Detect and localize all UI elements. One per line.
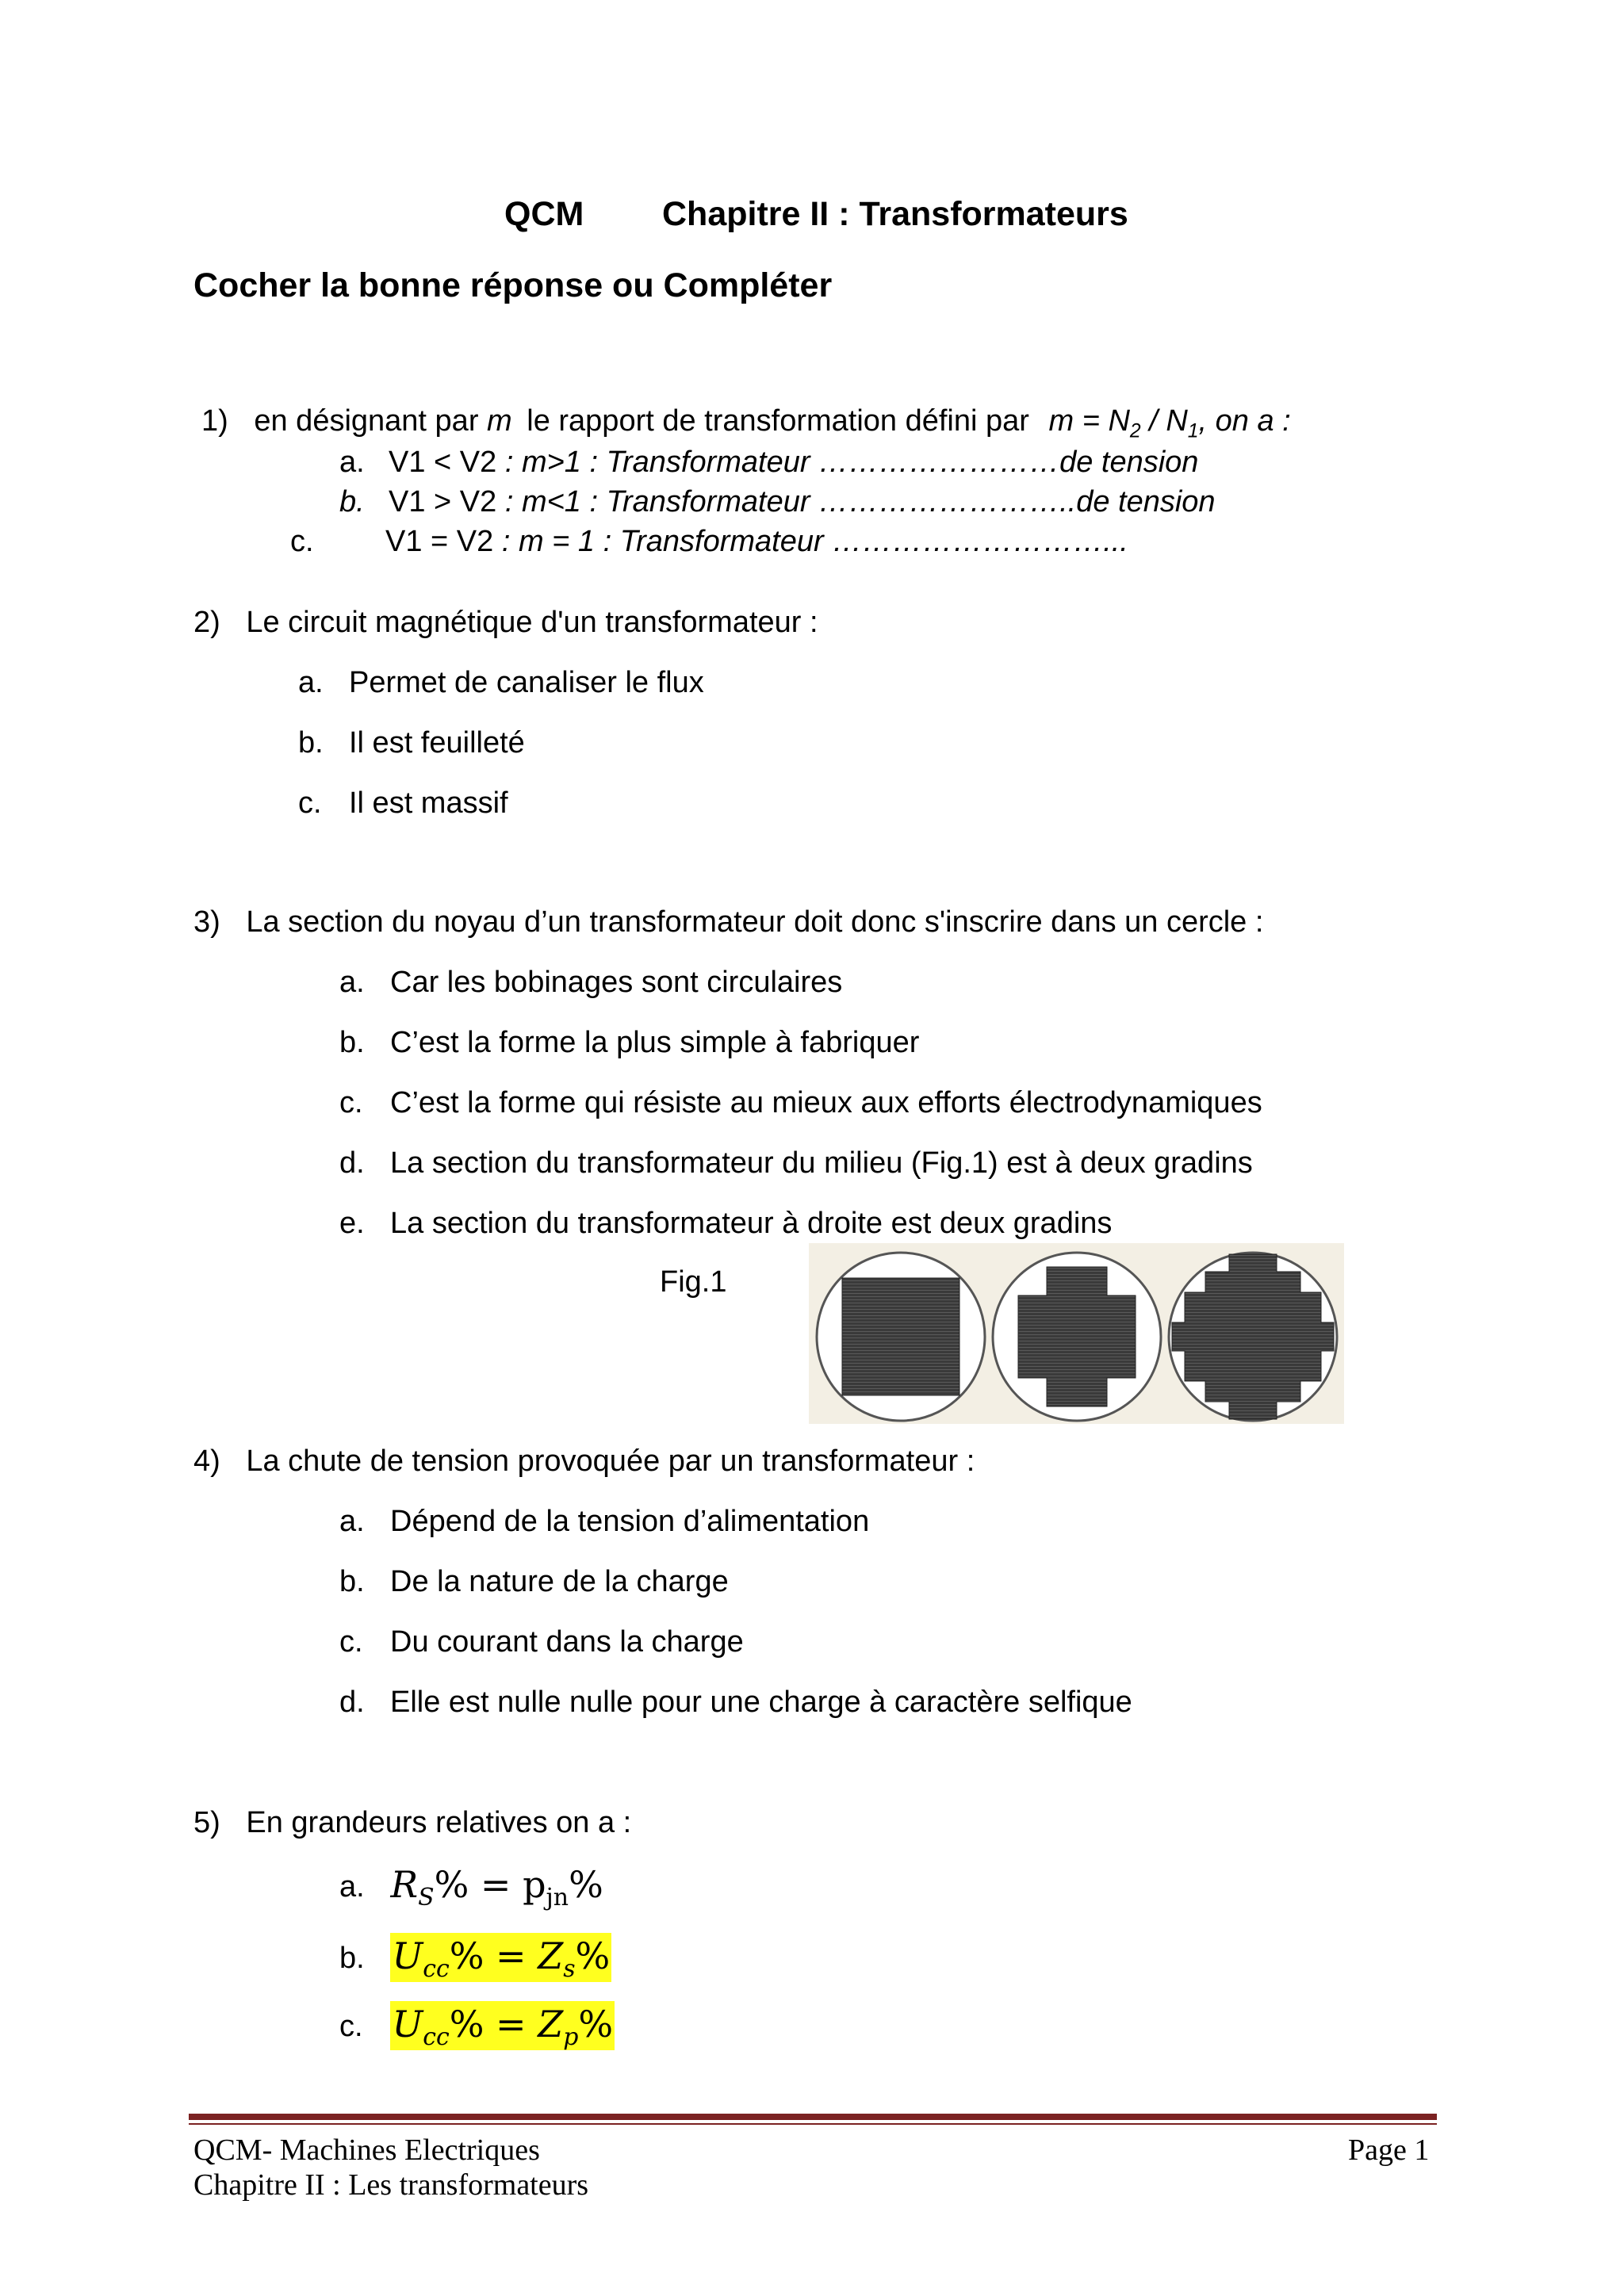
chapter-title: Chapitre II : Transformateurs [662, 195, 1128, 233]
q3-option-d[interactable] [339, 1146, 1253, 1181]
question-2 [193, 606, 818, 640]
formula-rs-pjn: $R_S\% = p_{jn}\%$ [390, 1863, 603, 1912]
option-letter: c. [339, 1625, 363, 1659]
option-letter: c. [290, 525, 314, 558]
question-number: 2) [193, 606, 220, 639]
option-letter: a. [339, 1870, 365, 1904]
option-letter: b. [339, 1565, 365, 1598]
q4-option-b[interactable] [339, 1565, 729, 1599]
option-letter: b. [339, 1942, 365, 1976]
option-text: Permet de canaliser le flux [349, 666, 704, 699]
option-text: : m<1 : Transformateur ……………………..de tension [496, 485, 1216, 519]
option-text: Il est massif [349, 786, 508, 820]
option-text: La section du transformateur à droite est deux gradins [390, 1207, 1113, 1240]
question-text-2: le rapport de transformation défini par [527, 404, 1029, 438]
q3-option-a[interactable] [339, 966, 842, 1000]
option-text: Du courant dans la charge [390, 1625, 744, 1659]
question-number: 1) [201, 404, 228, 438]
core-section-middle [993, 1253, 1161, 1421]
question-4 [193, 1445, 975, 1479]
footer-rule-thin [189, 2123, 1437, 2125]
q5-option-a[interactable] [339, 1863, 603, 1911]
footer-line-2: Chapitre II : Les transformateurs [193, 2168, 589, 2202]
option-text: De la nature de la charge [390, 1565, 729, 1598]
option-text: : m>1 : Transformateur ……………………de tension [496, 446, 1199, 479]
question-text: En grandeurs relatives on a : [246, 1806, 632, 1839]
option-relation: V1 > V2 [389, 485, 497, 519]
option-letter: b. [339, 1026, 365, 1059]
option-letter: c. [298, 786, 322, 820]
question-text: La chute de tension provoquée par un transformateur : [246, 1445, 975, 1478]
q4-option-c[interactable] [339, 1625, 744, 1659]
q5-option-c[interactable] [339, 2003, 615, 2051]
q3-option-b[interactable] [339, 1026, 919, 1060]
question-text: La section du noyau d’un transformateur doit donc s'inscrire dans un cercle : [246, 905, 1264, 939]
core-section-right [1169, 1253, 1337, 1421]
option-text: : m = 1 : Transformateur ………………………... [493, 525, 1128, 558]
q1-option-c[interactable] [290, 525, 1128, 559]
figure-label: Fig.1 [660, 1265, 727, 1299]
qcm-label: QCM [504, 195, 584, 233]
option-text: Il est feuilleté [349, 726, 525, 760]
option-letter: d. [339, 1146, 365, 1180]
footer-line-1: QCM- Machines Electriques [193, 2133, 540, 2167]
q4-option-d[interactable] [339, 1686, 1132, 1720]
option-letter: a. [339, 966, 365, 999]
option-relation: V1 = V2 [385, 525, 494, 558]
question-3 [193, 905, 1263, 939]
question-number: 4) [193, 1445, 220, 1478]
option-text: Elle est nulle nulle pour une charge à caractère selfique [390, 1686, 1132, 1719]
question-text: en désignant par [254, 404, 479, 438]
q3-option-c[interactable] [339, 1086, 1262, 1120]
core-sections-svg [809, 1243, 1344, 1424]
instruction-heading: Cocher la bonne réponse ou Compléter [193, 266, 833, 304]
formula-ucc-zp: $U_{cc}\% = Z_p\%$ [392, 2003, 614, 2052]
question-5 [193, 1806, 631, 1840]
question-1 [201, 404, 1291, 443]
option-relation: V1 < V2 [389, 446, 497, 479]
option-text: C’est la forme la plus simple à fabriquer [390, 1026, 920, 1059]
option-letter: b. [298, 726, 324, 760]
option-letter: a. [339, 446, 365, 479]
ratio-definition: $m = N_2 / N_1$, on a : [1048, 404, 1291, 442]
q1-option-b[interactable] [339, 485, 1216, 519]
q2-option-c[interactable] [298, 786, 508, 821]
variable-m: m [487, 404, 512, 438]
option-text: C’est la forme qui résiste au mieux aux efforts électrodynamiques [390, 1086, 1262, 1119]
formula-ucc-zs: $U_{cc}\% = Z_s\%$ [392, 1934, 611, 1984]
option-text: La section du transformateur du milieu (Fig.1) est à deux gradins [390, 1146, 1253, 1180]
core-sections-figure [809, 1243, 1344, 1424]
option-text: Car les bobinages sont circulaires [390, 966, 843, 999]
option-letter: a. [298, 666, 324, 699]
core-section-square [817, 1253, 985, 1421]
option-letter: c. [339, 1086, 363, 1119]
option-letter: b. [339, 485, 365, 519]
option-letter: a. [339, 1505, 365, 1538]
question-number: 5) [193, 1806, 220, 1839]
footer-rule-thick [189, 2114, 1437, 2120]
page-number: Page 1 [1348, 2133, 1430, 2167]
option-text: Dépend de la tension d’alimentation [390, 1505, 870, 1538]
option-letter: c. [339, 2010, 363, 2044]
option-letter: e. [339, 1207, 365, 1240]
q1-option-a[interactable] [339, 446, 1198, 480]
question-text: Le circuit magnétique d'un transformateur : [246, 606, 818, 639]
q4-option-a[interactable] [339, 1505, 869, 1539]
q3-option-e[interactable] [339, 1207, 1112, 1241]
q5-option-b[interactable] [339, 1934, 611, 1983]
question-number: 3) [193, 905, 220, 939]
option-letter: d. [339, 1686, 365, 1719]
q2-option-a[interactable] [298, 666, 704, 700]
q2-option-b[interactable] [298, 726, 525, 760]
